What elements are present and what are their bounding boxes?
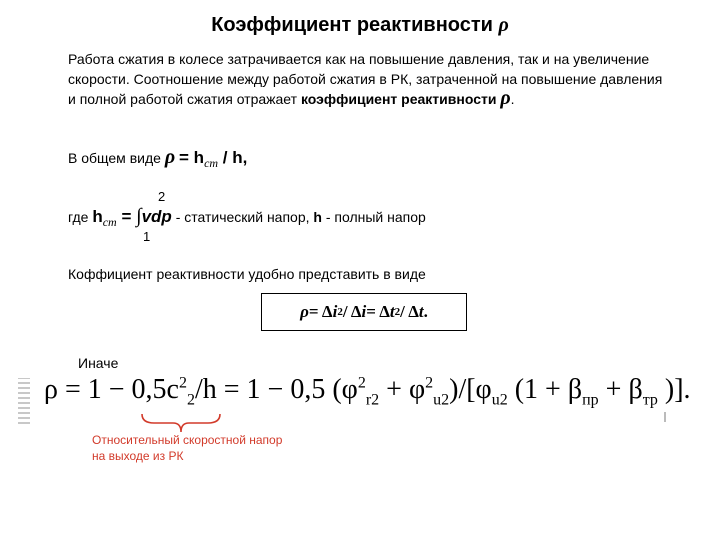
static-head-definition: [68, 205, 426, 230]
intro-paragraph: [68, 50, 668, 110]
annotation-note: Относительный скоростной напор на выходе из РК: [92, 433, 283, 463]
title-text: Коэффициент реактивности: [211, 14, 493, 36]
bf-sub3: u2: [433, 391, 450, 409]
bf-e: (1 + β: [507, 374, 583, 405]
box-end: .: [423, 302, 428, 321]
def-vdp: vdp: [141, 207, 172, 226]
bf-sub4: u2: [491, 391, 508, 409]
def-sub: cm: [102, 215, 117, 229]
box-part2: / Δ: [342, 302, 362, 321]
box-part1: = Δ: [308, 302, 333, 321]
integral-upper-limit: 2: [158, 189, 166, 204]
otherwise-label: Иначе: [78, 355, 119, 371]
bf-sub1: 2: [186, 391, 195, 409]
bold-term: коэффициент реактивности: [300, 91, 497, 107]
box-i2: i: [361, 302, 367, 321]
general-eq: = h: [179, 148, 205, 167]
box-t: t: [389, 302, 395, 321]
box-part4: / Δ: [400, 302, 419, 321]
bf-sup1: 2: [178, 374, 187, 392]
box-i: i: [332, 302, 338, 321]
bf-g: )].: [657, 374, 691, 405]
general-form: [68, 146, 247, 171]
box-sub2: 2: [337, 306, 343, 318]
bf-b: /h = 1 − 0,5 (φ: [194, 374, 358, 405]
bf-sub5: пр: [582, 391, 599, 409]
bf-sup2: 2: [357, 374, 366, 392]
box-t2: t: [418, 302, 424, 321]
scan-artifact: [18, 378, 30, 424]
convenient-text: Коффициент реактивности удобно представить в виде: [68, 266, 426, 282]
title-rho-symbol: ρ: [498, 14, 509, 36]
def-explain1: - статический напор,: [171, 209, 314, 225]
box-rho: ρ: [300, 302, 309, 321]
def-h: h: [92, 207, 103, 226]
bf-d: )/[φ: [449, 374, 492, 405]
bf-sub6: тр: [642, 391, 658, 409]
paragraph-end: .: [510, 91, 515, 107]
general-rest: / h,: [218, 148, 248, 167]
general-sub: cm: [204, 156, 219, 170]
bf-c: + φ: [379, 374, 426, 405]
integral-lower-limit: 1: [143, 229, 151, 244]
box-sub3: 2: [394, 306, 401, 318]
scan-mark: [664, 412, 666, 422]
integral-sign: ∫: [136, 205, 142, 227]
intro-text: Работа сжатия в колесе затрачивается как на повышение давления, так и на увеличение скорости. Соотношение между работой сжатия в РК, затраченной на повышение давления и полной работой сжатия отражает: [68, 51, 663, 107]
expanded-formula: [44, 374, 691, 410]
def-eq: =: [116, 207, 137, 226]
def-prefix: где: [68, 209, 93, 225]
general-prefix: В общем виде: [68, 150, 161, 166]
bf-f: + β: [598, 374, 643, 405]
slide-title: [0, 14, 720, 37]
box-part3: = Δ: [366, 302, 390, 321]
general-rho: ρ: [164, 146, 176, 168]
bf-a: ρ = 1 − 0,5c: [44, 374, 179, 405]
boxed-formula: [261, 293, 467, 331]
def-h2: h: [313, 209, 322, 225]
def-explain2: - полный напор: [321, 209, 426, 225]
bf-sub2: r2: [365, 391, 380, 409]
bf-sup3: 2: [425, 374, 434, 392]
paragraph-rho-symbol: ρ: [500, 87, 511, 109]
